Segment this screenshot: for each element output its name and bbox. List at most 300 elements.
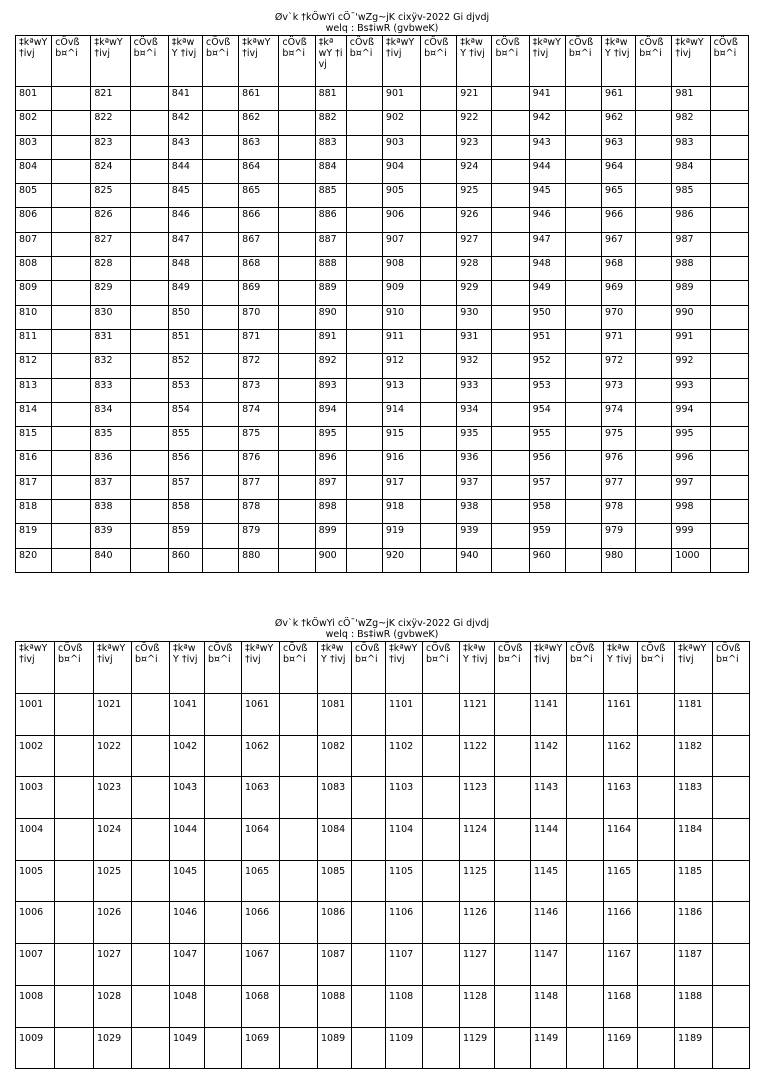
- marks-cell[interactable]: [636, 548, 672, 572]
- marks-cell[interactable]: [202, 87, 238, 111]
- marks-cell[interactable]: [636, 184, 672, 208]
- marks-cell[interactable]: [492, 184, 529, 208]
- marks-cell[interactable]: [713, 735, 750, 777]
- marks-cell[interactable]: [567, 777, 604, 819]
- marks-cell[interactable]: [713, 694, 750, 736]
- marks-cell[interactable]: [565, 184, 601, 208]
- roll-cell: 917: [382, 475, 420, 499]
- marks-cell[interactable]: [279, 475, 315, 499]
- marks-cell[interactable]: [130, 257, 168, 281]
- marks-cell[interactable]: [565, 281, 601, 305]
- marks-cell[interactable]: [636, 281, 672, 305]
- marks-cell[interactable]: [492, 475, 529, 499]
- marks-cell[interactable]: [280, 944, 318, 986]
- marks-cell[interactable]: [202, 232, 238, 256]
- marks-cell[interactable]: [352, 777, 386, 819]
- marks-cell[interactable]: [130, 87, 168, 111]
- marks-cell[interactable]: [202, 402, 238, 426]
- col-header-roll: ‡kªwY †ivj: [675, 642, 713, 694]
- marks-cell[interactable]: [492, 378, 529, 402]
- marks-cell[interactable]: [565, 87, 601, 111]
- marks-cell[interactable]: [279, 305, 315, 329]
- marks-cell[interactable]: [130, 159, 168, 183]
- marks-cell[interactable]: [52, 208, 91, 232]
- marks-cell[interactable]: [202, 281, 238, 305]
- sheet-title: [15, 618, 749, 641]
- marks-cell[interactable]: [421, 281, 457, 305]
- marks-cell[interactable]: [280, 735, 318, 777]
- marks-cell[interactable]: [130, 524, 168, 548]
- marks-cell[interactable]: [52, 305, 91, 329]
- marks-cell[interactable]: [130, 451, 168, 475]
- marks-cell[interactable]: [636, 87, 672, 111]
- marks-cell[interactable]: [55, 777, 94, 819]
- marks-cell[interactable]: [421, 354, 457, 378]
- marks-cell[interactable]: [52, 135, 91, 159]
- marks-cell[interactable]: [492, 524, 529, 548]
- marks-cell[interactable]: [346, 87, 382, 111]
- marks-cell[interactable]: [636, 354, 672, 378]
- marks-cell[interactable]: [710, 451, 748, 475]
- marks-cell[interactable]: [279, 87, 315, 111]
- marks-cell[interactable]: [495, 777, 531, 819]
- marks-cell[interactable]: [130, 378, 168, 402]
- marks-cell[interactable]: [202, 451, 238, 475]
- marks-cell[interactable]: [346, 305, 382, 329]
- marks-cell[interactable]: [710, 475, 748, 499]
- marks-cell[interactable]: [423, 860, 460, 902]
- marks-cell[interactable]: [423, 819, 460, 861]
- marks-cell[interactable]: [130, 305, 168, 329]
- marks-cell[interactable]: [279, 232, 315, 256]
- marks-cell[interactable]: [202, 135, 238, 159]
- marks-cell[interactable]: [202, 208, 238, 232]
- marks-cell[interactable]: [352, 1027, 386, 1069]
- marks-cell[interactable]: [638, 1027, 675, 1069]
- marks-cell[interactable]: [495, 735, 531, 777]
- marks-cell[interactable]: [567, 944, 604, 986]
- marks-cell[interactable]: [492, 451, 529, 475]
- marks-cell[interactable]: [130, 135, 168, 159]
- marks-cell[interactable]: [202, 329, 238, 353]
- marks-cell[interactable]: [713, 819, 750, 861]
- marks-cell[interactable]: [421, 135, 457, 159]
- marks-cell[interactable]: [636, 378, 672, 402]
- marks-cell[interactable]: [567, 985, 604, 1027]
- marks-cell[interactable]: [423, 777, 460, 819]
- marks-cell[interactable]: [205, 777, 242, 819]
- marks-cell[interactable]: [55, 860, 94, 902]
- marks-cell[interactable]: [495, 944, 531, 986]
- marks-cell[interactable]: [52, 329, 91, 353]
- marks-cell[interactable]: [713, 860, 750, 902]
- marks-cell[interactable]: [565, 305, 601, 329]
- marks-cell[interactable]: [130, 281, 168, 305]
- marks-cell[interactable]: [346, 427, 382, 451]
- marks-cell[interactable]: [279, 281, 315, 305]
- marks-cell[interactable]: [346, 500, 382, 524]
- marks-cell[interactable]: [636, 475, 672, 499]
- marks-cell[interactable]: [492, 257, 529, 281]
- marks-cell[interactable]: [130, 184, 168, 208]
- marks-cell[interactable]: [421, 184, 457, 208]
- marks-cell[interactable]: [421, 232, 457, 256]
- marks-cell[interactable]: [567, 902, 604, 944]
- marks-cell[interactable]: [132, 1027, 170, 1069]
- marks-cell[interactable]: [52, 111, 91, 135]
- marks-cell[interactable]: [492, 500, 529, 524]
- marks-cell[interactable]: [421, 451, 457, 475]
- marks-cell[interactable]: [710, 159, 748, 183]
- marks-cell[interactable]: [130, 402, 168, 426]
- marks-cell[interactable]: [130, 500, 168, 524]
- marks-cell[interactable]: [279, 524, 315, 548]
- marks-cell[interactable]: [279, 548, 315, 572]
- marks-cell[interactable]: [492, 548, 529, 572]
- marks-cell[interactable]: [279, 329, 315, 353]
- marks-cell[interactable]: [280, 902, 318, 944]
- marks-cell[interactable]: [492, 111, 529, 135]
- marks-cell[interactable]: [495, 985, 531, 1027]
- marks-cell[interactable]: [495, 860, 531, 902]
- marks-cell[interactable]: [130, 208, 168, 232]
- marks-cell[interactable]: [567, 819, 604, 861]
- marks-cell[interactable]: [565, 135, 601, 159]
- marks-cell[interactable]: [423, 1027, 460, 1069]
- marks-cell[interactable]: [55, 819, 94, 861]
- marks-cell[interactable]: [492, 208, 529, 232]
- marks-cell[interactable]: [352, 860, 386, 902]
- marks-cell[interactable]: [352, 944, 386, 986]
- marks-cell[interactable]: [205, 985, 242, 1027]
- marks-cell[interactable]: [710, 281, 748, 305]
- marks-cell[interactable]: [710, 305, 748, 329]
- marks-cell[interactable]: [423, 902, 460, 944]
- marks-cell[interactable]: [52, 232, 91, 256]
- marks-cell[interactable]: [636, 159, 672, 183]
- marks-cell[interactable]: [346, 111, 382, 135]
- marks-cell[interactable]: [638, 944, 675, 986]
- marks-cell[interactable]: [280, 777, 318, 819]
- marks-cell[interactable]: [565, 402, 601, 426]
- marks-cell[interactable]: [352, 819, 386, 861]
- marks-cell[interactable]: [279, 184, 315, 208]
- roll-cell: 1147: [531, 944, 567, 986]
- marks-cell[interactable]: [710, 111, 748, 135]
- marks-cell[interactable]: [130, 111, 168, 135]
- marks-cell[interactable]: [346, 354, 382, 378]
- marks-cell[interactable]: [423, 944, 460, 986]
- marks-cell[interactable]: [279, 135, 315, 159]
- roll-cell: 818: [16, 500, 52, 524]
- marks-cell[interactable]: [52, 548, 91, 572]
- marks-cell[interactable]: [421, 111, 457, 135]
- marks-cell[interactable]: [565, 378, 601, 402]
- marks-cell[interactable]: [346, 548, 382, 572]
- roll-cell: 1162: [604, 735, 638, 777]
- marks-cell[interactable]: [130, 329, 168, 353]
- marks-cell[interactable]: [421, 524, 457, 548]
- marks-cell[interactable]: [279, 402, 315, 426]
- marks-cell[interactable]: [492, 427, 529, 451]
- marks-cell[interactable]: [205, 819, 242, 861]
- marks-cell[interactable]: [567, 735, 604, 777]
- marks-cell[interactable]: [55, 735, 94, 777]
- marks-cell[interactable]: [346, 329, 382, 353]
- marks-cell[interactable]: [710, 184, 748, 208]
- roll-cell: 1029: [94, 1027, 132, 1069]
- marks-cell[interactable]: [279, 451, 315, 475]
- marks-cell[interactable]: [279, 159, 315, 183]
- marks-cell[interactable]: [55, 985, 94, 1027]
- marks-cell[interactable]: [132, 735, 170, 777]
- marks-cell[interactable]: [279, 378, 315, 402]
- marks-cell[interactable]: [346, 159, 382, 183]
- marks-cell[interactable]: [280, 819, 318, 861]
- marks-cell[interactable]: [565, 451, 601, 475]
- marks-cell[interactable]: [52, 378, 91, 402]
- marks-cell[interactable]: [202, 184, 238, 208]
- marks-cell[interactable]: [279, 111, 315, 135]
- marks-cell[interactable]: [495, 694, 531, 736]
- marks-cell[interactable]: [636, 451, 672, 475]
- marks-cell[interactable]: [130, 354, 168, 378]
- marks-cell[interactable]: [636, 232, 672, 256]
- marks-cell[interactable]: [713, 902, 750, 944]
- marks-cell[interactable]: [132, 819, 170, 861]
- marks-cell[interactable]: [636, 427, 672, 451]
- marks-cell[interactable]: [492, 402, 529, 426]
- marks-cell[interactable]: [346, 281, 382, 305]
- marks-cell[interactable]: [279, 354, 315, 378]
- marks-cell[interactable]: [636, 524, 672, 548]
- marks-cell[interactable]: [202, 159, 238, 183]
- marks-cell[interactable]: [132, 860, 170, 902]
- marks-cell[interactable]: [280, 694, 318, 736]
- marks-cell[interactable]: [346, 257, 382, 281]
- marks-cell[interactable]: [638, 735, 675, 777]
- marks-cell[interactable]: [492, 281, 529, 305]
- marks-cell[interactable]: [636, 329, 672, 353]
- marks-cell[interactable]: [202, 354, 238, 378]
- marks-cell[interactable]: [495, 902, 531, 944]
- marks-cell[interactable]: [638, 985, 675, 1027]
- marks-cell[interactable]: [710, 257, 748, 281]
- marks-cell[interactable]: [638, 902, 675, 944]
- marks-cell[interactable]: [346, 524, 382, 548]
- marks-cell[interactable]: [713, 985, 750, 1027]
- marks-cell[interactable]: [352, 694, 386, 736]
- marks-cell[interactable]: [638, 860, 675, 902]
- marks-cell[interactable]: [202, 500, 238, 524]
- marks-cell[interactable]: [205, 902, 242, 944]
- marks-cell[interactable]: [565, 329, 601, 353]
- marks-cell[interactable]: [710, 378, 748, 402]
- marks-cell[interactable]: [421, 329, 457, 353]
- marks-cell[interactable]: [713, 1027, 750, 1069]
- marks-cell[interactable]: [636, 111, 672, 135]
- marks-cell[interactable]: [130, 475, 168, 499]
- marks-cell[interactable]: [346, 135, 382, 159]
- marks-cell[interactable]: [492, 87, 529, 111]
- marks-cell[interactable]: [565, 232, 601, 256]
- marks-cell[interactable]: [421, 257, 457, 281]
- marks-cell[interactable]: [130, 232, 168, 256]
- marks-cell[interactable]: [346, 184, 382, 208]
- marks-cell[interactable]: [55, 944, 94, 986]
- marks-cell[interactable]: [202, 257, 238, 281]
- marks-cell[interactable]: [710, 500, 748, 524]
- marks-cell[interactable]: [710, 135, 748, 159]
- marks-cell[interactable]: [52, 524, 91, 548]
- marks-cell[interactable]: [52, 159, 91, 183]
- marks-cell[interactable]: [279, 208, 315, 232]
- marks-cell[interactable]: [638, 777, 675, 819]
- marks-cell[interactable]: [346, 208, 382, 232]
- marks-cell[interactable]: [52, 184, 91, 208]
- marks-cell[interactable]: [636, 208, 672, 232]
- marks-cell[interactable]: [567, 860, 604, 902]
- marks-cell[interactable]: [492, 232, 529, 256]
- marks-cell[interactable]: [132, 944, 170, 986]
- marks-cell[interactable]: [713, 944, 750, 986]
- marks-cell[interactable]: [421, 500, 457, 524]
- marks-cell[interactable]: [710, 427, 748, 451]
- marks-cell[interactable]: [352, 902, 386, 944]
- marks-cell[interactable]: [132, 902, 170, 944]
- marks-cell[interactable]: [565, 111, 601, 135]
- marks-cell[interactable]: [202, 524, 238, 548]
- marks-cell[interactable]: [421, 402, 457, 426]
- marks-cell[interactable]: [492, 305, 529, 329]
- marks-cell[interactable]: [202, 305, 238, 329]
- marks-cell[interactable]: [202, 548, 238, 572]
- marks-cell[interactable]: [565, 500, 601, 524]
- marks-cell[interactable]: [52, 281, 91, 305]
- marks-cell[interactable]: [205, 694, 242, 736]
- marks-cell[interactable]: [713, 777, 750, 819]
- marks-cell[interactable]: [52, 500, 91, 524]
- marks-cell[interactable]: [423, 694, 460, 736]
- marks-cell[interactable]: [52, 451, 91, 475]
- marks-cell[interactable]: [421, 305, 457, 329]
- marks-cell[interactable]: [130, 548, 168, 572]
- marks-cell[interactable]: [205, 944, 242, 986]
- marks-cell[interactable]: [565, 524, 601, 548]
- marks-cell[interactable]: [280, 860, 318, 902]
- marks-cell[interactable]: [421, 548, 457, 572]
- marks-cell[interactable]: [280, 985, 318, 1027]
- marks-cell[interactable]: [202, 475, 238, 499]
- marks-cell[interactable]: [492, 159, 529, 183]
- marks-cell[interactable]: [205, 860, 242, 902]
- marks-cell[interactable]: [636, 402, 672, 426]
- marks-cell[interactable]: [55, 1027, 94, 1069]
- marks-cell[interactable]: [346, 232, 382, 256]
- marks-cell[interactable]: [565, 427, 601, 451]
- marks-cell[interactable]: [52, 402, 91, 426]
- marks-cell[interactable]: [205, 1027, 242, 1069]
- marks-cell[interactable]: [565, 548, 601, 572]
- marks-cell[interactable]: [710, 354, 748, 378]
- marks-cell[interactable]: [492, 329, 529, 353]
- marks-cell[interactable]: [132, 777, 170, 819]
- marks-cell[interactable]: [565, 354, 601, 378]
- marks-cell[interactable]: [52, 87, 91, 111]
- marks-cell[interactable]: [421, 378, 457, 402]
- marks-cell[interactable]: [279, 257, 315, 281]
- roll-cell: 1149: [531, 1027, 567, 1069]
- marks-cell[interactable]: [52, 427, 91, 451]
- marks-cell[interactable]: [279, 500, 315, 524]
- marks-cell[interactable]: [636, 257, 672, 281]
- marks-cell[interactable]: [202, 378, 238, 402]
- marks-cell[interactable]: [421, 475, 457, 499]
- marks-cell[interactable]: [280, 1027, 318, 1069]
- marks-cell[interactable]: [132, 694, 170, 736]
- marks-cell[interactable]: [52, 354, 91, 378]
- marks-cell[interactable]: [55, 694, 94, 736]
- marks-cell[interactable]: [346, 402, 382, 426]
- marks-cell[interactable]: [132, 985, 170, 1027]
- marks-cell[interactable]: [567, 1027, 604, 1069]
- marks-cell[interactable]: [565, 475, 601, 499]
- marks-cell[interactable]: [710, 87, 748, 111]
- marks-cell[interactable]: [423, 985, 460, 1027]
- marks-cell[interactable]: [710, 524, 748, 548]
- marks-cell[interactable]: [495, 819, 531, 861]
- marks-cell[interactable]: [202, 427, 238, 451]
- marks-cell[interactable]: [638, 694, 675, 736]
- marks-cell[interactable]: [421, 427, 457, 451]
- marks-cell[interactable]: [52, 257, 91, 281]
- marks-cell[interactable]: [565, 257, 601, 281]
- marks-cell[interactable]: [636, 135, 672, 159]
- marks-cell[interactable]: [421, 208, 457, 232]
- marks-cell[interactable]: [565, 208, 601, 232]
- marks-cell[interactable]: [346, 451, 382, 475]
- marks-cell[interactable]: [492, 135, 529, 159]
- marks-cell[interactable]: [638, 819, 675, 861]
- marks-cell[interactable]: [202, 111, 238, 135]
- roll-cell: 914: [382, 402, 420, 426]
- marks-cell[interactable]: [710, 232, 748, 256]
- marks-cell[interactable]: [279, 427, 315, 451]
- marks-cell[interactable]: [346, 378, 382, 402]
- table-row: [16, 735, 750, 777]
- marks-cell[interactable]: [352, 735, 386, 777]
- marks-cell[interactable]: [352, 985, 386, 1027]
- marks-cell[interactable]: [710, 548, 748, 572]
- marks-cell[interactable]: [636, 305, 672, 329]
- marks-cell[interactable]: [567, 694, 604, 736]
- marks-cell[interactable]: [710, 208, 748, 232]
- marks-cell[interactable]: [346, 475, 382, 499]
- marks-cell[interactable]: [421, 87, 457, 111]
- marks-cell[interactable]: [205, 735, 242, 777]
- marks-cell[interactable]: [710, 402, 748, 426]
- marks-cell[interactable]: [421, 159, 457, 183]
- marks-cell[interactable]: [55, 902, 94, 944]
- marks-cell[interactable]: [52, 475, 91, 499]
- marks-cell[interactable]: [565, 159, 601, 183]
- marks-cell[interactable]: [710, 329, 748, 353]
- marks-cell[interactable]: [636, 500, 672, 524]
- marks-cell[interactable]: [492, 354, 529, 378]
- marks-cell[interactable]: [130, 427, 168, 451]
- marks-cell[interactable]: [423, 735, 460, 777]
- marks-cell[interactable]: [495, 1027, 531, 1069]
